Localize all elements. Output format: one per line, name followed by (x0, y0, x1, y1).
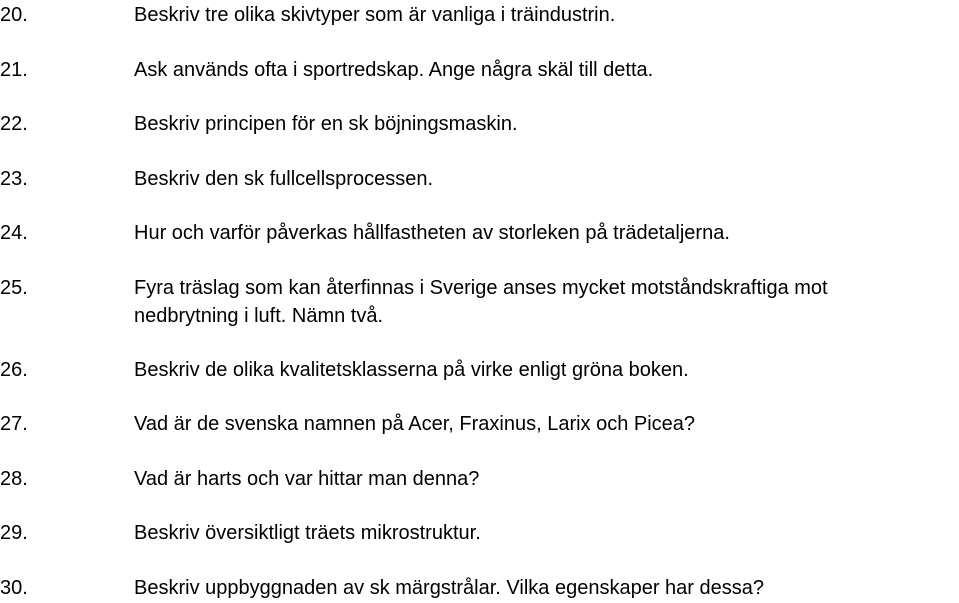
question-text: Beskriv principen för en sk böjningsmaskin. (134, 113, 518, 135)
question-text: Vad är harts och var hittar man denna? (134, 468, 480, 490)
question-text-continuation: nedbrytning i luft. Nämn två. (134, 305, 384, 327)
question-text: Beskriv översiktligt träets mikrostruktur. (134, 522, 481, 544)
question-number: 30. (0, 577, 28, 599)
question-number: 21. (0, 59, 28, 81)
question-text: Beskriv tre olika skivtyper som är vanliga i träindustrin. (134, 4, 616, 26)
question-text: Ask används ofta i sportredskap. Ange några skäl till detta. (134, 59, 654, 81)
question-number: 29. (0, 522, 28, 544)
question-text: Fyra träslag som kan återfinnas i Sverige anses mycket motståndskraftiga mot (134, 277, 828, 299)
question-number: 25. (0, 277, 28, 299)
question-text: Beskriv uppbyggnaden av sk märgstrålar. Vilka egenskaper har dessa? (134, 577, 764, 599)
question-number: 26. (0, 359, 28, 381)
question-number: 20. (0, 4, 28, 26)
question-number: 27. (0, 413, 28, 435)
question-text: Beskriv den sk fullcellsprocessen. (134, 168, 434, 190)
question-text: Beskriv de olika kvalitetsklasserna på virke enligt gröna boken. (134, 359, 689, 381)
question-number: 22. (0, 113, 28, 135)
question-text: Hur och varför påverkas hållfastheten av storleken på trädetaljerna. (134, 222, 730, 244)
question-text: Vad är de svenska namnen på Acer, Fraxinus, Larix och Picea? (134, 413, 696, 435)
question-number: 23. (0, 168, 28, 190)
question-number: 24. (0, 222, 28, 244)
question-number: 28. (0, 468, 28, 490)
